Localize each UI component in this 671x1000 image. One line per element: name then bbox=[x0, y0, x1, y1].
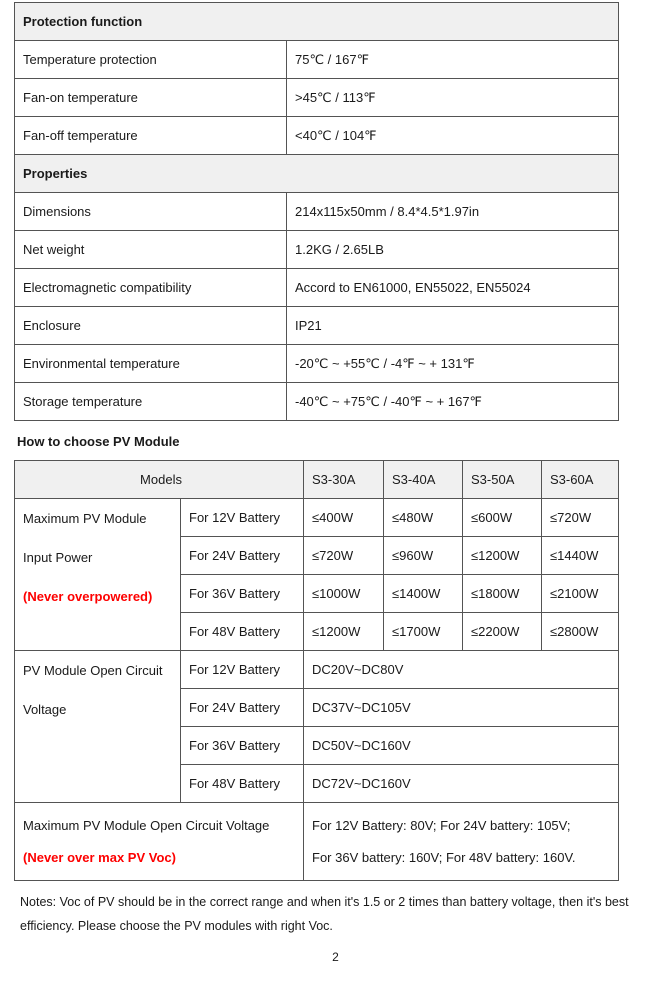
model-column-header: S3-60A bbox=[542, 461, 619, 499]
power-limit-cell: ≤2100W bbox=[542, 575, 619, 613]
power-limit-cell: ≤600W bbox=[463, 499, 542, 537]
voltage-range-cell: DC37V~DC105V bbox=[304, 689, 619, 727]
battery-type-cell: For 48V Battery bbox=[181, 765, 304, 803]
spec-label-cell: Environmental temperature bbox=[15, 345, 287, 383]
spec-label-cell: Storage temperature bbox=[15, 383, 287, 421]
power-limit-cell: ≤480W bbox=[384, 499, 463, 537]
page-number: 2 bbox=[332, 950, 339, 964]
power-limit-cell: ≤1700W bbox=[384, 613, 463, 651]
table-row bbox=[15, 79, 619, 117]
pv-module-table bbox=[14, 460, 619, 881]
battery-type-cell: For 36V Battery bbox=[181, 727, 304, 765]
voltage-range-cell: DC72V~DC160V bbox=[304, 765, 619, 803]
spec-value-cell: Accord to EN61000, EN55022, EN55024 bbox=[287, 269, 619, 307]
section-header-row bbox=[15, 3, 619, 41]
max-voc-value-line: For 36V battery: 160V; For 48V battery: 160V. bbox=[312, 850, 576, 865]
models-header-cell: Models bbox=[15, 461, 304, 499]
spec-value-cell: 75℃ / 167℉ bbox=[287, 41, 619, 79]
spec-value-cell: >45℃ / 113℉ bbox=[287, 79, 619, 117]
voltage-range-cell: DC20V~DC80V bbox=[304, 651, 619, 689]
power-limit-cell: ≤1000W bbox=[304, 575, 384, 613]
battery-type-cell: For 48V Battery bbox=[181, 613, 304, 651]
power-limit-cell: ≤960W bbox=[384, 537, 463, 575]
open-circuit-group-cell bbox=[15, 651, 181, 803]
spec-value-cell: <40℃ / 104℉ bbox=[287, 117, 619, 155]
group-title-line: PV Module Open Circuit bbox=[23, 663, 163, 678]
spec-value-cell: -20℃ ~ +55℃ / -4℉ ~ + 131℉ bbox=[287, 345, 619, 383]
max-voc-value-line: For 12V Battery: 80V; For 24V battery: 105V; bbox=[312, 818, 571, 833]
battery-type-cell: For 24V Battery bbox=[181, 537, 304, 575]
power-limit-cell: ≤1440W bbox=[542, 537, 619, 575]
spec-value-cell: -40℃ ~ +75℃ / -40℉ ~ + 167℉ bbox=[287, 383, 619, 421]
max-voc-row bbox=[15, 803, 619, 881]
spec-label-cell: Enclosure bbox=[15, 307, 287, 345]
power-limit-cell: ≤2200W bbox=[463, 613, 542, 651]
section-title-protection: Protection function bbox=[15, 3, 619, 41]
max-voc-label: Maximum PV Module Open Circuit Voltage bbox=[23, 818, 270, 833]
warning-text: (Never over max PV Voc) bbox=[23, 850, 176, 865]
table-row bbox=[15, 307, 619, 345]
spec-value-cell: IP21 bbox=[287, 307, 619, 345]
max-voc-value-cell bbox=[304, 803, 619, 881]
table-row bbox=[15, 345, 619, 383]
spec-label-cell: Dimensions bbox=[15, 193, 287, 231]
spec-value-cell: 1.2KG / 2.65LB bbox=[287, 231, 619, 269]
group-title-line: Maximum PV Module bbox=[23, 511, 147, 526]
table-row bbox=[15, 383, 619, 421]
power-limit-cell: ≤1400W bbox=[384, 575, 463, 613]
table-row bbox=[15, 117, 619, 155]
table-row bbox=[15, 651, 619, 689]
pv-table-header-row bbox=[15, 461, 619, 499]
table-row bbox=[15, 499, 619, 537]
battery-type-cell: For 36V Battery bbox=[181, 575, 304, 613]
power-limit-cell: ≤720W bbox=[542, 499, 619, 537]
battery-type-cell: For 12V Battery bbox=[181, 651, 304, 689]
spec-table bbox=[14, 2, 619, 421]
group-title-line: Voltage bbox=[23, 702, 67, 717]
spec-label-cell: Fan-off temperature bbox=[15, 117, 287, 155]
battery-type-cell: For 12V Battery bbox=[181, 499, 304, 537]
pv-module-heading: How to choose PV Module bbox=[17, 434, 180, 449]
model-column-header: S3-30A bbox=[304, 461, 384, 499]
section-header-row bbox=[15, 155, 619, 193]
spec-label-cell: Temperature protection bbox=[15, 41, 287, 79]
table-row bbox=[15, 269, 619, 307]
table-row bbox=[15, 41, 619, 79]
notes-text: Notes: Voc of PV should be in the correct range and when it's 1.5 or 2 times than battery voltage, then it's best efficiency. Please choose the PV modules with right Voc. bbox=[20, 895, 629, 933]
spec-label-cell: Electromagnetic compatibility bbox=[15, 269, 287, 307]
max-voc-label-cell bbox=[15, 803, 304, 881]
power-limit-cell: ≤1800W bbox=[463, 575, 542, 613]
power-limit-cell: ≤720W bbox=[304, 537, 384, 575]
power-limit-cell: ≤400W bbox=[304, 499, 384, 537]
spec-label-cell: Net weight bbox=[15, 231, 287, 269]
spec-value-cell: 214x115x50mm / 8.4*4.5*1.97in bbox=[287, 193, 619, 231]
spec-label-cell: Fan-on temperature bbox=[15, 79, 287, 117]
table-row bbox=[15, 231, 619, 269]
group-title-line: Input Power bbox=[23, 550, 93, 565]
power-limit-cell: ≤2800W bbox=[542, 613, 619, 651]
power-limit-cell: ≤1200W bbox=[463, 537, 542, 575]
input-power-group-cell bbox=[15, 499, 181, 651]
voltage-range-cell: DC50V~DC160V bbox=[304, 727, 619, 765]
model-column-header: S3-50A bbox=[463, 461, 542, 499]
section-title-properties: Properties bbox=[15, 155, 619, 193]
power-limit-cell: ≤1200W bbox=[304, 613, 384, 651]
warning-text: (Never overpowered) bbox=[23, 589, 153, 604]
battery-type-cell: For 24V Battery bbox=[181, 689, 304, 727]
table-row bbox=[15, 193, 619, 231]
model-column-header: S3-40A bbox=[384, 461, 463, 499]
